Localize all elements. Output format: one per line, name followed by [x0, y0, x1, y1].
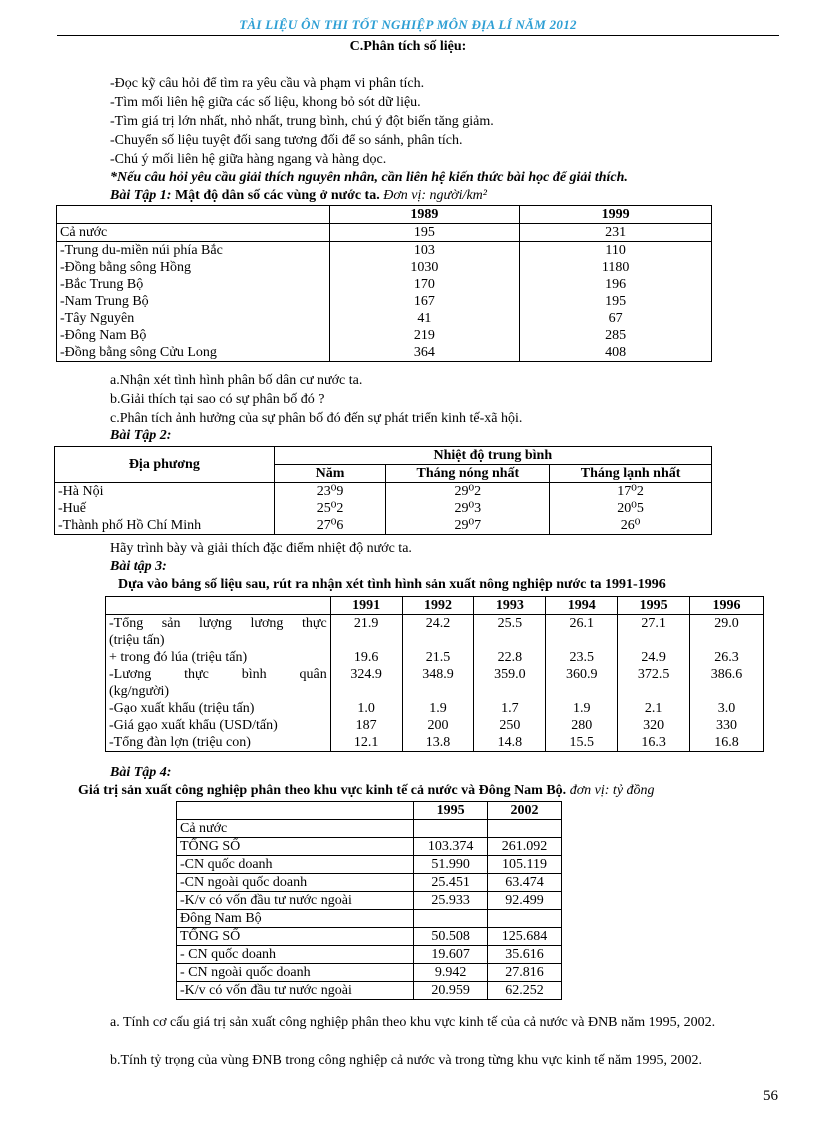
- ex1-label: Bài Tập 1:: [110, 188, 172, 203]
- table-row: [177, 946, 562, 964]
- cell: 26⁰: [550, 517, 712, 535]
- ex1-title: Mật độ dân số các vùng ở nước ta.: [171, 188, 380, 203]
- cell: 29⁰2: [386, 483, 550, 501]
- section-title: C.Phân tích số liệu:: [349, 39, 467, 54]
- cell: 25⁰2: [274, 500, 386, 517]
- cell: 1.9: [402, 700, 474, 717]
- cell: 1030: [329, 259, 520, 276]
- header-rule: [57, 35, 779, 36]
- cell: 27⁰6: [274, 517, 386, 535]
- cell: 12.1: [330, 734, 402, 752]
- cell: 196: [520, 276, 712, 293]
- cell: 386.6: [690, 666, 764, 700]
- table-row: [177, 982, 562, 1000]
- ex3-corner: [106, 597, 331, 615]
- table-row: [177, 856, 562, 874]
- cell: 372.5: [618, 666, 690, 700]
- row-label: -Tổng đàn lợn (triệu con): [106, 734, 331, 752]
- cell: 261.092: [488, 838, 562, 856]
- row-label: -Gạo xuất khẩu (triệu tấn): [106, 700, 331, 717]
- ex3-year: 1992: [402, 597, 474, 615]
- cell: 22.8: [474, 649, 546, 666]
- guideline-2: -Tìm mối liên hệ giữa các số liệu, khong bỏ sót dữ liệu.: [110, 95, 421, 110]
- cell: 62.252: [488, 982, 562, 1000]
- table-row: [57, 259, 712, 276]
- cell: [414, 910, 488, 928]
- ex2-col-year: Năm: [274, 465, 386, 483]
- row-label: -K/v có vốn đầu tư nước ngoài: [177, 892, 414, 910]
- cell: 24.9: [618, 649, 690, 666]
- guideline-3: -Tìm giá trị lớn nhất, nhỏ nhất, trung bình, chú ý đột biến tăng giảm.: [110, 114, 494, 129]
- cell: 330: [690, 717, 764, 734]
- cell: 1.0: [330, 700, 402, 717]
- row-label: TỔNG SỐ: [177, 928, 414, 946]
- ex4-question-b: b.Tính tỷ trọng của vùng ĐNB trong công nghiệp cả nước và trong từng khu vực kinh tế năm 1995, 2002.: [110, 1053, 703, 1068]
- cell: 125.684: [488, 928, 562, 946]
- table-row: [177, 928, 562, 946]
- ex2-col-hottest: Tháng nóng nhất: [386, 465, 550, 483]
- cell: 408: [520, 344, 712, 362]
- cell: 280: [546, 717, 618, 734]
- cell: 231: [520, 224, 712, 242]
- row-label: -Đông Nam Bộ: [57, 327, 330, 344]
- table-row: [177, 964, 562, 982]
- cell: 2.1: [618, 700, 690, 717]
- row-label: -Thành phố Hồ Chí Minh: [55, 517, 275, 535]
- table-row: [57, 310, 712, 327]
- cell: 50.508: [414, 928, 488, 946]
- row-label: -CN ngoài quốc doanh: [177, 874, 414, 892]
- table-row: [177, 910, 562, 928]
- table-row: [177, 838, 562, 856]
- ex1-year-2: 1999: [520, 206, 712, 224]
- row-label-unit: (triệu tấn): [109, 633, 165, 648]
- cell: 35.616: [488, 946, 562, 964]
- table-row: [57, 224, 712, 242]
- cell: [488, 910, 562, 928]
- ex4-table: [176, 801, 562, 1000]
- row-label: -Lương thực bình quân: [109, 667, 327, 682]
- ex3-year: 1993: [474, 597, 546, 615]
- cell: 103.374: [414, 838, 488, 856]
- table-row: [106, 649, 764, 666]
- row-label: Đông Nam Bộ: [177, 910, 414, 928]
- row-label: -Đồng bằng sông Hồng: [57, 259, 330, 276]
- row-label: -Huế: [55, 500, 275, 517]
- row-label: - CN quốc doanh: [177, 946, 414, 964]
- table-row: [57, 327, 712, 344]
- ex2-col-group: Nhiệt độ trung bình: [274, 447, 711, 465]
- ex3-year: 1994: [546, 597, 618, 615]
- cell: 23⁰9: [274, 483, 386, 501]
- cell: 1180: [520, 259, 712, 276]
- table-row: [57, 276, 712, 293]
- ex4-year-2: 2002: [488, 802, 562, 820]
- cell: [488, 820, 562, 838]
- cell: 14.8: [474, 734, 546, 752]
- row-label: -Tổng sản lượng lương thực: [109, 616, 327, 631]
- row-label: TỔNG SỐ: [177, 838, 414, 856]
- row-label: -Nam Trung Bộ: [57, 293, 330, 310]
- cell: 24.2: [402, 615, 474, 650]
- ex2-question: Hãy trình bày và giải thích đặc điểm nhiệt độ nước ta.: [110, 541, 412, 556]
- row-label: -Giá gạo xuất khẩu (USD/tấn): [106, 717, 331, 734]
- table-row: [106, 615, 764, 650]
- page-number: 56: [763, 1088, 778, 1104]
- cell: 19.6: [330, 649, 402, 666]
- ex3-title: Dựa vào bảng số liệu sau, rút ra nhận xét tình hình sản xuất nông nghiệp nước ta 1991-1996: [118, 577, 666, 592]
- ex1-year-1: 1989: [329, 206, 520, 224]
- ex1-unit: Đơn vị: người/km²: [379, 188, 487, 203]
- cell: 20⁰5: [550, 500, 712, 517]
- cell: 15.5: [546, 734, 618, 752]
- ex2-col-place: Địa phương: [55, 447, 275, 483]
- cell: 364: [329, 344, 520, 362]
- table-row: [177, 892, 562, 910]
- cell: 63.474: [488, 874, 562, 892]
- row-label: - CN ngoài quốc doanh: [177, 964, 414, 982]
- table-row: [55, 483, 712, 501]
- cell: 29⁰7: [386, 517, 550, 535]
- cell: 167: [329, 293, 520, 310]
- row-label: -CN quốc doanh: [177, 856, 414, 874]
- ex1-question-a: a.Nhận xét tình hình phân bố dân cư nước ta.: [110, 373, 363, 388]
- table-row: [106, 666, 764, 700]
- cell: 359.0: [474, 666, 546, 700]
- row-label: -Hà Nội: [55, 483, 275, 501]
- cell: 200: [402, 717, 474, 734]
- ex2-label: Bài Tập 2:: [110, 428, 172, 443]
- table-row: [106, 700, 764, 717]
- cell: 250: [474, 717, 546, 734]
- row-label: Cả nước: [57, 224, 330, 242]
- row-label: -Tây Nguyên: [57, 310, 330, 327]
- cell: 9.942: [414, 964, 488, 982]
- table-row: [55, 500, 712, 517]
- cell: 219: [329, 327, 520, 344]
- table-row: [55, 517, 712, 535]
- ex3-year: 1991: [330, 597, 402, 615]
- ex4-corner: [177, 802, 414, 820]
- cell: 19.607: [414, 946, 488, 964]
- cell: 17⁰2: [550, 483, 712, 501]
- cell: 103: [329, 242, 520, 260]
- guideline-5: -Chú ý mối liên hệ giữa hàng ngang và hàng dọc.: [110, 152, 387, 167]
- ex4-unit: đơn vị: tỷ đồng: [566, 783, 655, 798]
- row-label: Cả nước: [177, 820, 414, 838]
- guideline-1: -Đọc kỹ câu hỏi để tìm ra yêu cầu và phạm vi phân tích.: [110, 76, 425, 91]
- cell: 26.1: [546, 615, 618, 650]
- ex1-question-b: b.Giải thích tại sao có sự phân bố đó ?: [110, 392, 325, 407]
- cell: 285: [520, 327, 712, 344]
- cell: [414, 820, 488, 838]
- table-row: [57, 293, 712, 310]
- cell: 170: [329, 276, 520, 293]
- ex1-heading: [110, 188, 487, 204]
- cell: 195: [329, 224, 520, 242]
- guideline-4: -Chuyển số liệu tuyệt đối sang tương đối để so sánh, phân tích.: [110, 133, 463, 148]
- ex1-table: [56, 205, 712, 362]
- ex4-year-1: 1995: [414, 802, 488, 820]
- cell: 25.5: [474, 615, 546, 650]
- cell: 110: [520, 242, 712, 260]
- cell: 360.9: [546, 666, 618, 700]
- table-row: [177, 820, 562, 838]
- cell: 25.933: [414, 892, 488, 910]
- cell: 29⁰3: [386, 500, 550, 517]
- ex4-title: Giá trị sản xuất công nghiệp phân theo khu vực kinh tế cả nước và Đông Nam Bộ.: [78, 783, 567, 798]
- ex3-year: 1995: [618, 597, 690, 615]
- cell: 67: [520, 310, 712, 327]
- row-label: -Bắc Trung Bộ: [57, 276, 330, 293]
- cell: 13.8: [402, 734, 474, 752]
- row-label: + trong đó lúa (triệu tấn): [106, 649, 331, 666]
- ex4-label: Bài Tập 4:: [110, 765, 172, 780]
- cell: 92.499: [488, 892, 562, 910]
- cell: 320: [618, 717, 690, 734]
- cell: 29.0: [690, 615, 764, 650]
- ex2-table: [54, 446, 712, 535]
- table-row: [106, 734, 764, 752]
- cell: 23.5: [546, 649, 618, 666]
- cell: 27.816: [488, 964, 562, 982]
- ex4-question-a: a. Tính cơ cấu giá trị sản xuất công nghiệp phân theo khu vực kinh tế của cả nước và ĐNB năm 1995, 2002.: [110, 1015, 716, 1030]
- row-label-unit: (kg/người): [109, 684, 170, 699]
- cell: 1.9: [546, 700, 618, 717]
- cell: 25.451: [414, 874, 488, 892]
- ex3-year: 1996: [690, 597, 764, 615]
- cell: 348.9: [402, 666, 474, 700]
- cell: 41: [329, 310, 520, 327]
- cell: 195: [520, 293, 712, 310]
- table-row: [177, 874, 562, 892]
- cell: 27.1: [618, 615, 690, 650]
- cell: 16.8: [690, 734, 764, 752]
- ex3-table: [105, 596, 764, 752]
- row-label: -Đồng bằng sông Cửu Long: [57, 344, 330, 362]
- page-header: TÀI LIỆU ÔN THI TỐT NGHIỆP MÔN ĐỊA LÍ NĂM 2012: [239, 17, 577, 32]
- ex4-heading: [78, 783, 655, 799]
- ex1-corner: [57, 206, 330, 224]
- ex3-label: Bài tập 3:: [110, 559, 167, 574]
- cell: 324.9: [330, 666, 402, 700]
- table-row: [57, 344, 712, 362]
- cell: 1.7: [474, 700, 546, 717]
- cell: 3.0: [690, 700, 764, 717]
- cell: 51.990: [414, 856, 488, 874]
- cell: 21.9: [330, 615, 402, 650]
- cell: 16.3: [618, 734, 690, 752]
- table-row: [57, 242, 712, 260]
- row-label: -Trung du-miền núi phía Bắc: [57, 242, 330, 260]
- cell: 187: [330, 717, 402, 734]
- cell: 21.5: [402, 649, 474, 666]
- ex1-question-c: c.Phân tích ảnh hưởng của sự phân bố đó đến sự phát triển kinh tế-xã hội.: [110, 411, 523, 426]
- cell: 20.959: [414, 982, 488, 1000]
- row-label: -K/v có vốn đầu tư nước ngoài: [177, 982, 414, 1000]
- note: *Nếu câu hỏi yêu cầu giải thích nguyên nhân, cần liên hệ kiến thức bài học để giải thích.: [110, 170, 628, 185]
- ex2-col-coldest: Tháng lạnh nhất: [550, 465, 712, 483]
- cell: 105.119: [488, 856, 562, 874]
- table-row: [106, 717, 764, 734]
- cell: 26.3: [690, 649, 764, 666]
